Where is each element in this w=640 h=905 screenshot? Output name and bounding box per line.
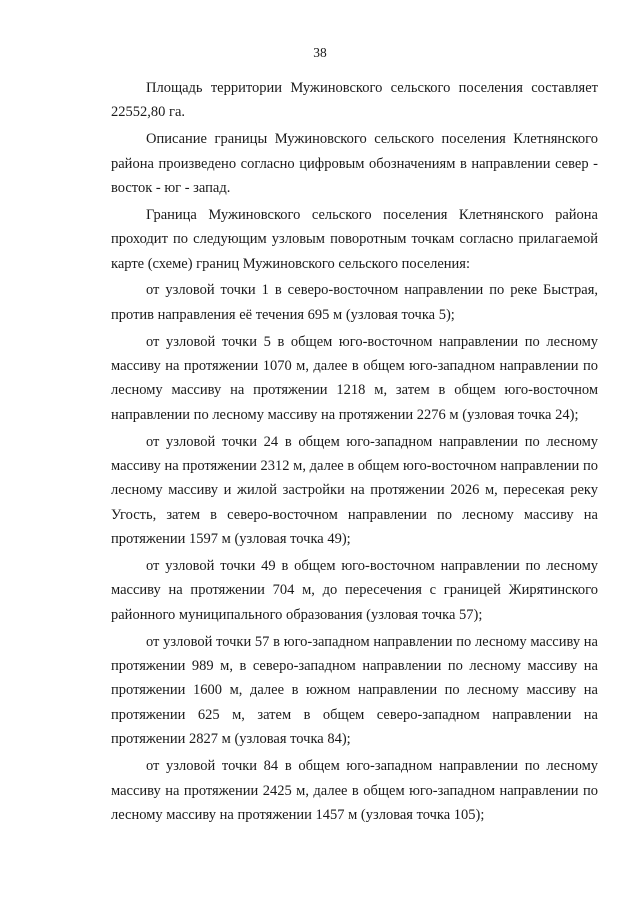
document-body [111,76,598,830]
paragraph-point-5: от узловой точки 5 в общем юго-восточном направлении по лесному массиву на протяжении 1070 м, далее в общем юго-западном направлении по лесному массиву на протяжении 1218 м, затем в общем юго-восточном направлении по лесному массиву на протяжении 2276 м (узловая точка 24); [111,333,598,423]
page-number: 38 [313,45,327,60]
paragraph-description: Описание границы Мужиновского сельского поселения Клетнянского района произведено согласно цифровым обозначениям в направлении север - восток - юг - запад. [111,131,598,197]
paragraph-point-1: от узловой точки 1 в северо-восточном направлении по реке Быстрая, против направления её течения 695 м (узловая точка 5); [111,282,598,323]
paragraph-point-49: от узловой точки 49 в общем юго-восточном направлении по лесному массиву на протяжении 704 м, до пересечения с границей Жирятинского районного муниципального образования (узловая точка 57); [111,558,598,623]
paragraph-point-84: от узловой точки 84 в общем юго-западном направлении по лесному массиву на протяжении 2425 м, далее в общем юго-западном направлении по лесному массиву на протяжении 1457 м (узловая точка 105); [111,758,598,823]
paragraph-area: Площадь территории Мужиновского сельского поселения составляет 22552,80 га. [111,80,598,121]
paragraph-point-57: от узловой точки 57 в юго-западном направлении по лесному массиву на протяжении 989 м, в северо-западном направлении по лесному массиву на протяжении 1600 м, далее в южном направлении по лесному массиву на протяжении 625 м, затем в общем северо-западном направлении на протяжении 2827 м (узловая точка 84); [111,633,598,748]
paragraph-point-24: от узловой точки 24 в общем юго-западном направлении по лесному массиву на протяжении 2312 м, далее в общем юго-восточном направлении по лесному массиву и жилой застройки на протяжении 2026 м, пересекая реку Угость, затем в северо-восточном направлении по лесному массиву на протяжении 1597 м (узловая точка 49); [111,433,598,548]
paragraph-boundary-intro: Граница Мужиновского сельского поселения Клетнянского района проходит по следующим узловым поворотным точкам согласно прилагаемой карте (схеме) границ Мужиновского сельского поселения: [111,206,598,272]
